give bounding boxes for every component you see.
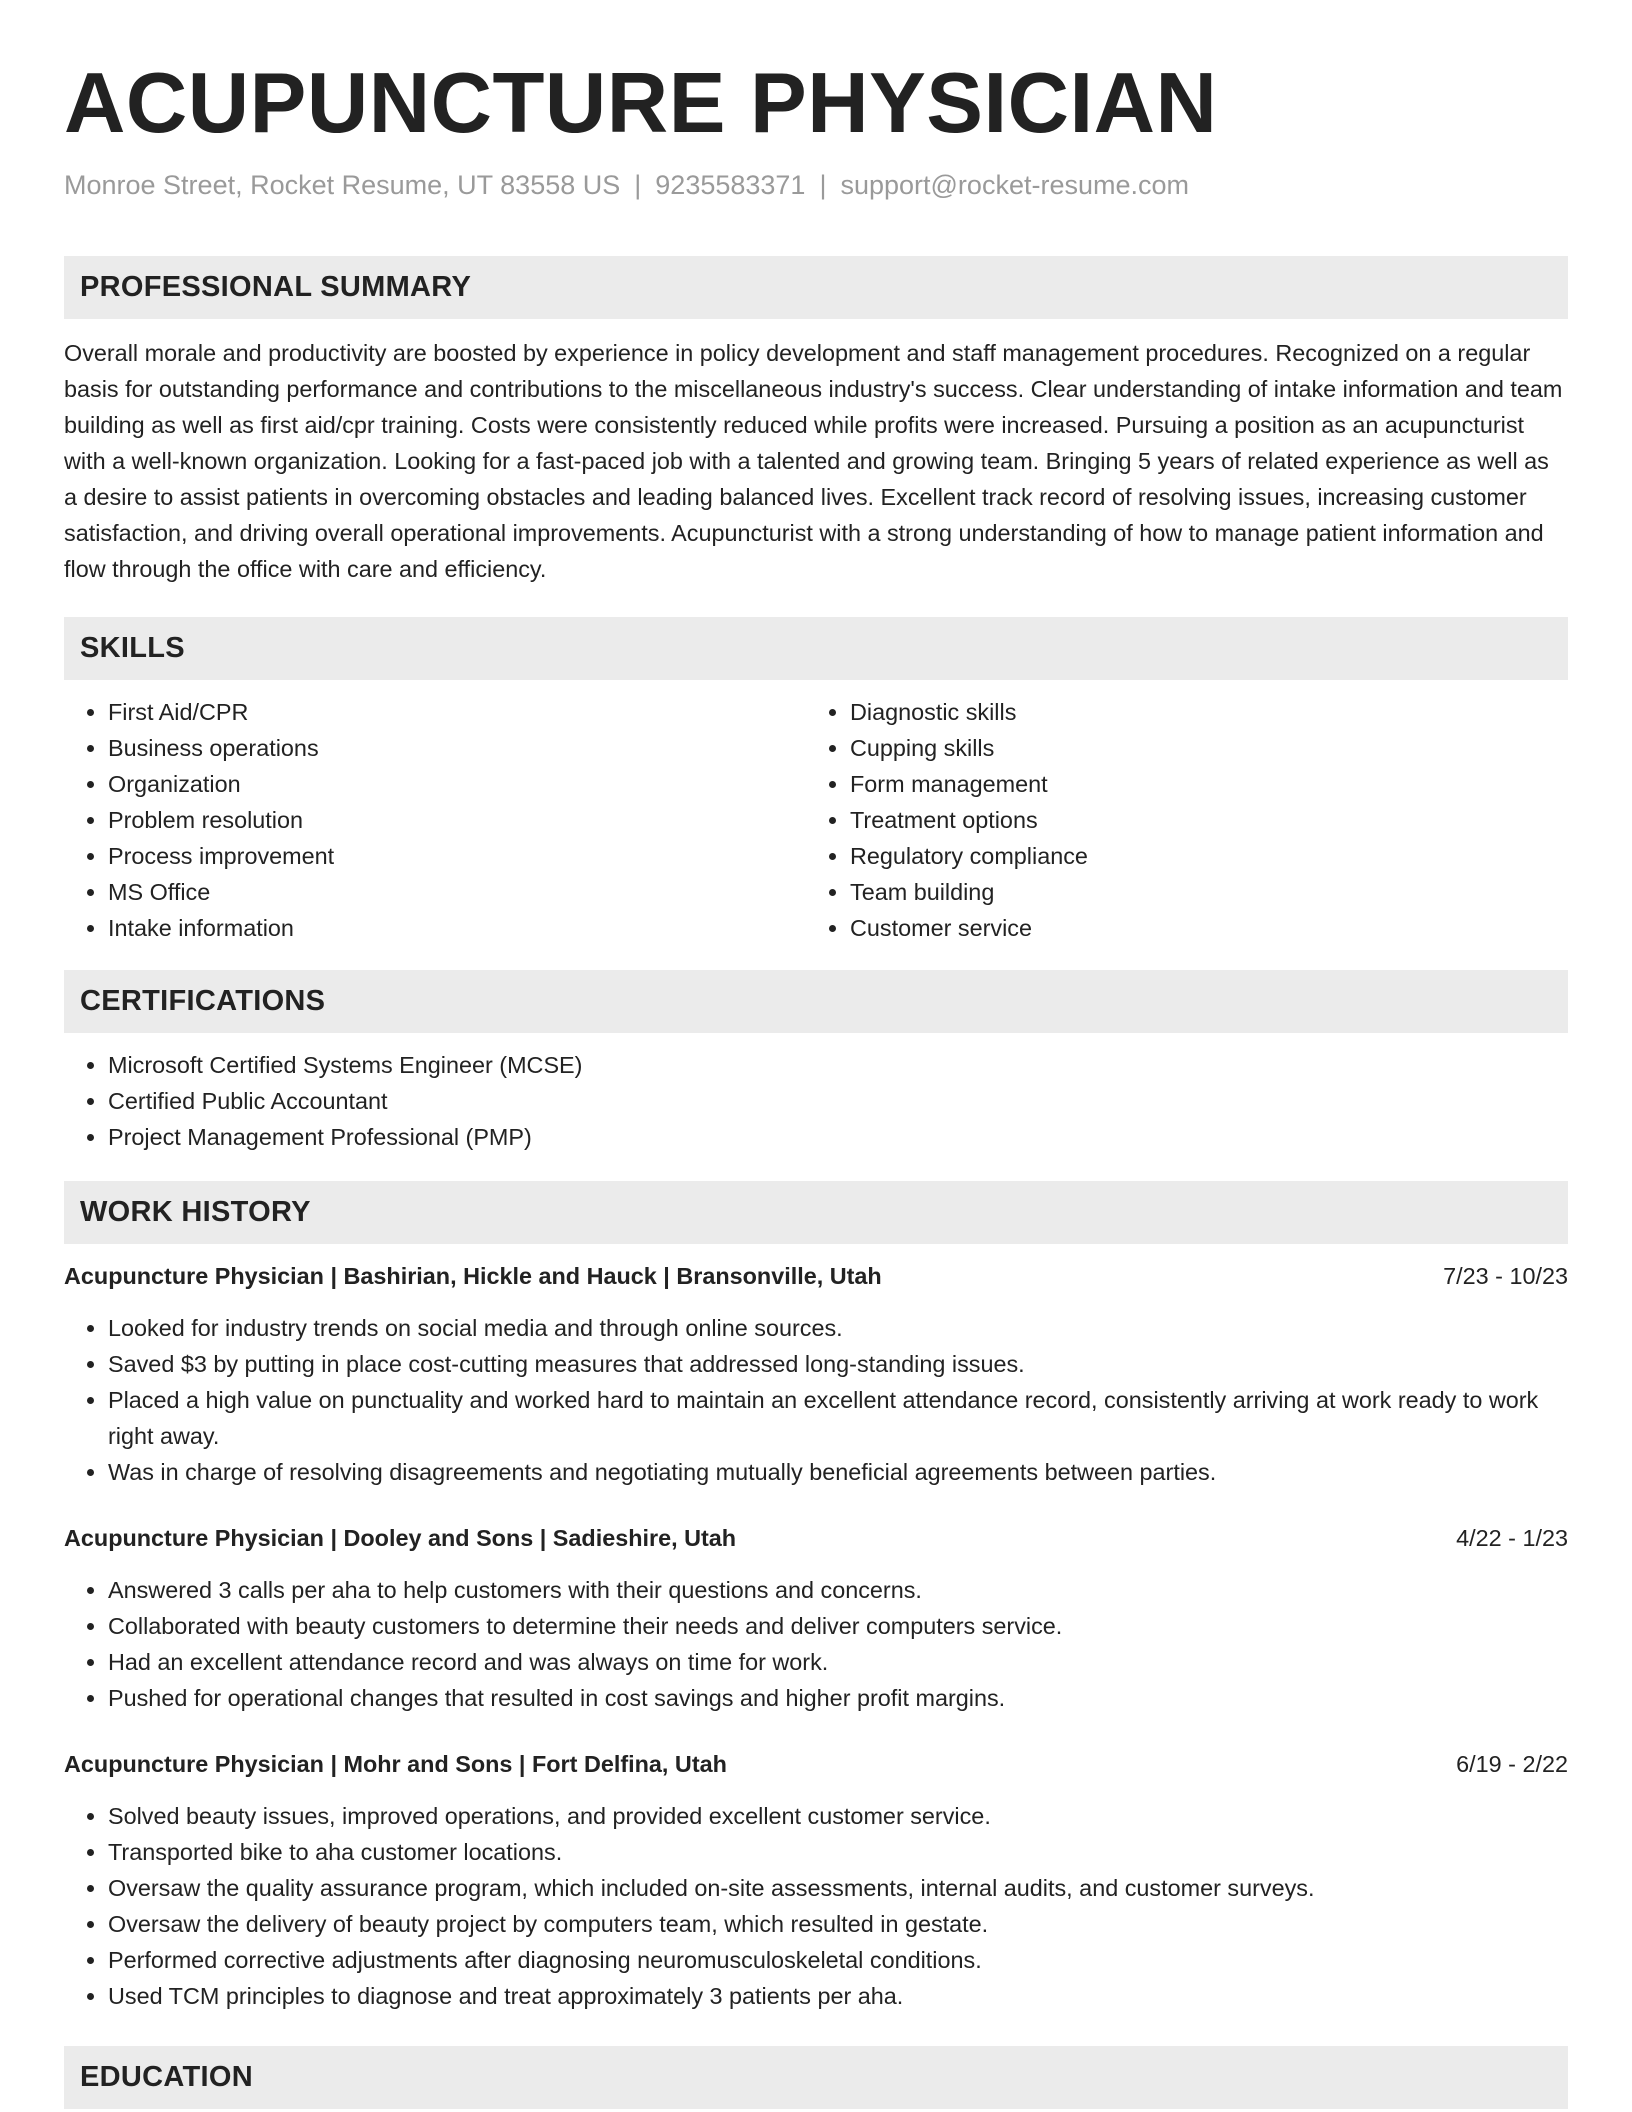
certification-item: • Certified Public Accountant <box>108 1083 1568 1119</box>
job-bullet: • Performed corrective adjustments after diagnosing neuromusculoskeletal conditions. <box>108 1942 1568 1978</box>
skill-item: • Cupping skills <box>850 730 1548 766</box>
job-bullet: • Oversaw the quality assurance program, which included on-site assessments, internal audits, and customer surveys. <box>108 1870 1568 1906</box>
job-dates: 4/22 - 1/23 <box>1456 1525 1568 1551</box>
work-history-heading: WORK HISTORY <box>64 1181 1568 1244</box>
skill-item: • Form management <box>850 766 1548 802</box>
skills-column-right <box>806 694 1548 946</box>
skill-item: • Team building <box>850 874 1548 910</box>
job-bullets <box>64 1798 1568 2014</box>
job-bullet: • Collaborated with beauty customers to determine their needs and deliver computers service. <box>108 1608 1568 1644</box>
job-bullet: • Pushed for operational changes that resulted in cost savings and higher profit margins. <box>108 1680 1568 1716</box>
skill-item: • Business operations <box>108 730 806 766</box>
job-entry <box>64 1746 1568 2014</box>
skills-heading: SKILLS <box>64 617 1568 680</box>
skills-list-left <box>64 694 806 946</box>
job-bullet: • Solved beauty issues, improved operations, and provided excellent customer service. <box>108 1798 1568 1834</box>
contact-line <box>64 168 1568 202</box>
job-bullet: • Transported bike to aha customer locations. <box>108 1834 1568 1870</box>
skill-item: • Problem resolution <box>108 802 806 838</box>
certifications-list <box>64 1047 1568 1155</box>
skill-item: • Diagnostic skills <box>850 694 1548 730</box>
job-bullet: • Was in charge of resolving disagreements and negotiating mutually beneficial agreements between parties. <box>108 1454 1568 1490</box>
job-header <box>64 1520 1568 1556</box>
contact-address: Monroe Street, Rocket Resume, UT 83558 US <box>64 170 621 200</box>
skills-list-right <box>806 694 1548 946</box>
skill-item: • Organization <box>108 766 806 802</box>
certification-item: • Microsoft Certified Systems Engineer (MCSE) <box>108 1047 1568 1083</box>
contact-phone: 9235583371 <box>655 170 806 200</box>
job-bullet: • Had an excellent attendance record and was always on time for work. <box>108 1644 1568 1680</box>
skill-item: • Intake information <box>108 910 806 946</box>
contact-separator: | <box>634 170 642 200</box>
skills-grid <box>64 694 1568 946</box>
job-bullet: • Used TCM principles to diagnose and treat approximately 3 patients per aha. <box>108 1978 1568 2014</box>
job-header <box>64 1258 1568 1294</box>
job-dates: 6/19 - 2/22 <box>1456 1751 1568 1777</box>
job-bullet: • Answered 3 calls per aha to help customers with their questions and concerns. <box>108 1572 1568 1608</box>
summary-heading: PROFESSIONAL SUMMARY <box>64 256 1568 319</box>
skill-item: • Customer service <box>850 910 1548 946</box>
job-bullets <box>64 1572 1568 1716</box>
job-bullets <box>64 1310 1568 1490</box>
job-title: Acupuncture Physician | Mohr and Sons | Fort Delfina, Utah <box>64 1751 727 1777</box>
job-bullet: • Placed a high value on punctuality and worked hard to maintain an excellent attendance record, consistently arriving at work ready to work right away. <box>108 1382 1568 1454</box>
skills-column-left <box>64 694 806 946</box>
job-entry <box>64 1258 1568 1490</box>
summary-text: Overall morale and productivity are boosted by experience in policy development and staff management procedures. Recognized on a regular basis for outstanding performance and contributions to the miscellaneous industry's success. Clear understanding of intake information and team building as well as first aid/cpr training. Costs were consistently reduced while profits were increased. Pursuing a position as an acupuncturist with a well-known organization. Looking for a fast-paced job with a talented and growing team. Bringing 5 years of related experience as well as a desire to assist patients in overcoming obstacles and leading balanced lives. Excellent track record of resolving issues, increasing customer satisfaction, and driving overall operational improvements. Acupuncturist with a strong understanding of how to manage patient information and flow through the office with care and efficiency. <box>64 340 1563 582</box>
skill-item: • Treatment options <box>850 802 1548 838</box>
job-bullet: • Saved $3 by putting in place cost-cutting measures that addressed long-standing issues. <box>108 1346 1568 1382</box>
job-bullet: • Looked for industry trends on social media and through online sources. <box>108 1310 1568 1346</box>
skill-item: • Process improvement <box>108 838 806 874</box>
contact-email: support@rocket-resume.com <box>840 170 1189 200</box>
skill-item: • MS Office <box>108 874 806 910</box>
job-bullet: • Oversaw the delivery of beauty project by computers team, which resulted in gestate. <box>108 1906 1568 1942</box>
certifications-heading: CERTIFICATIONS <box>64 970 1568 1033</box>
education-heading: EDUCATION <box>64 2046 1568 2109</box>
job-title: Acupuncture Physician | Bashirian, Hickle and Hauck | Bransonville, Utah <box>64 1263 882 1289</box>
skill-item: • Regulatory compliance <box>850 838 1548 874</box>
certification-item: • Project Management Professional (PMP) <box>108 1119 1568 1155</box>
contact-separator: | <box>819 170 827 200</box>
job-entry <box>64 1520 1568 1716</box>
job-dates: 7/23 - 10/23 <box>1443 1263 1568 1289</box>
resume-name: ACUPUNCTURE PHYSICIAN <box>64 56 1218 151</box>
job-header <box>64 1746 1568 1782</box>
skill-item: • First Aid/CPR <box>108 694 806 730</box>
resume-page <box>64 0 1568 2109</box>
job-title: Acupuncture Physician | Dooley and Sons | Sadieshire, Utah <box>64 1525 737 1551</box>
